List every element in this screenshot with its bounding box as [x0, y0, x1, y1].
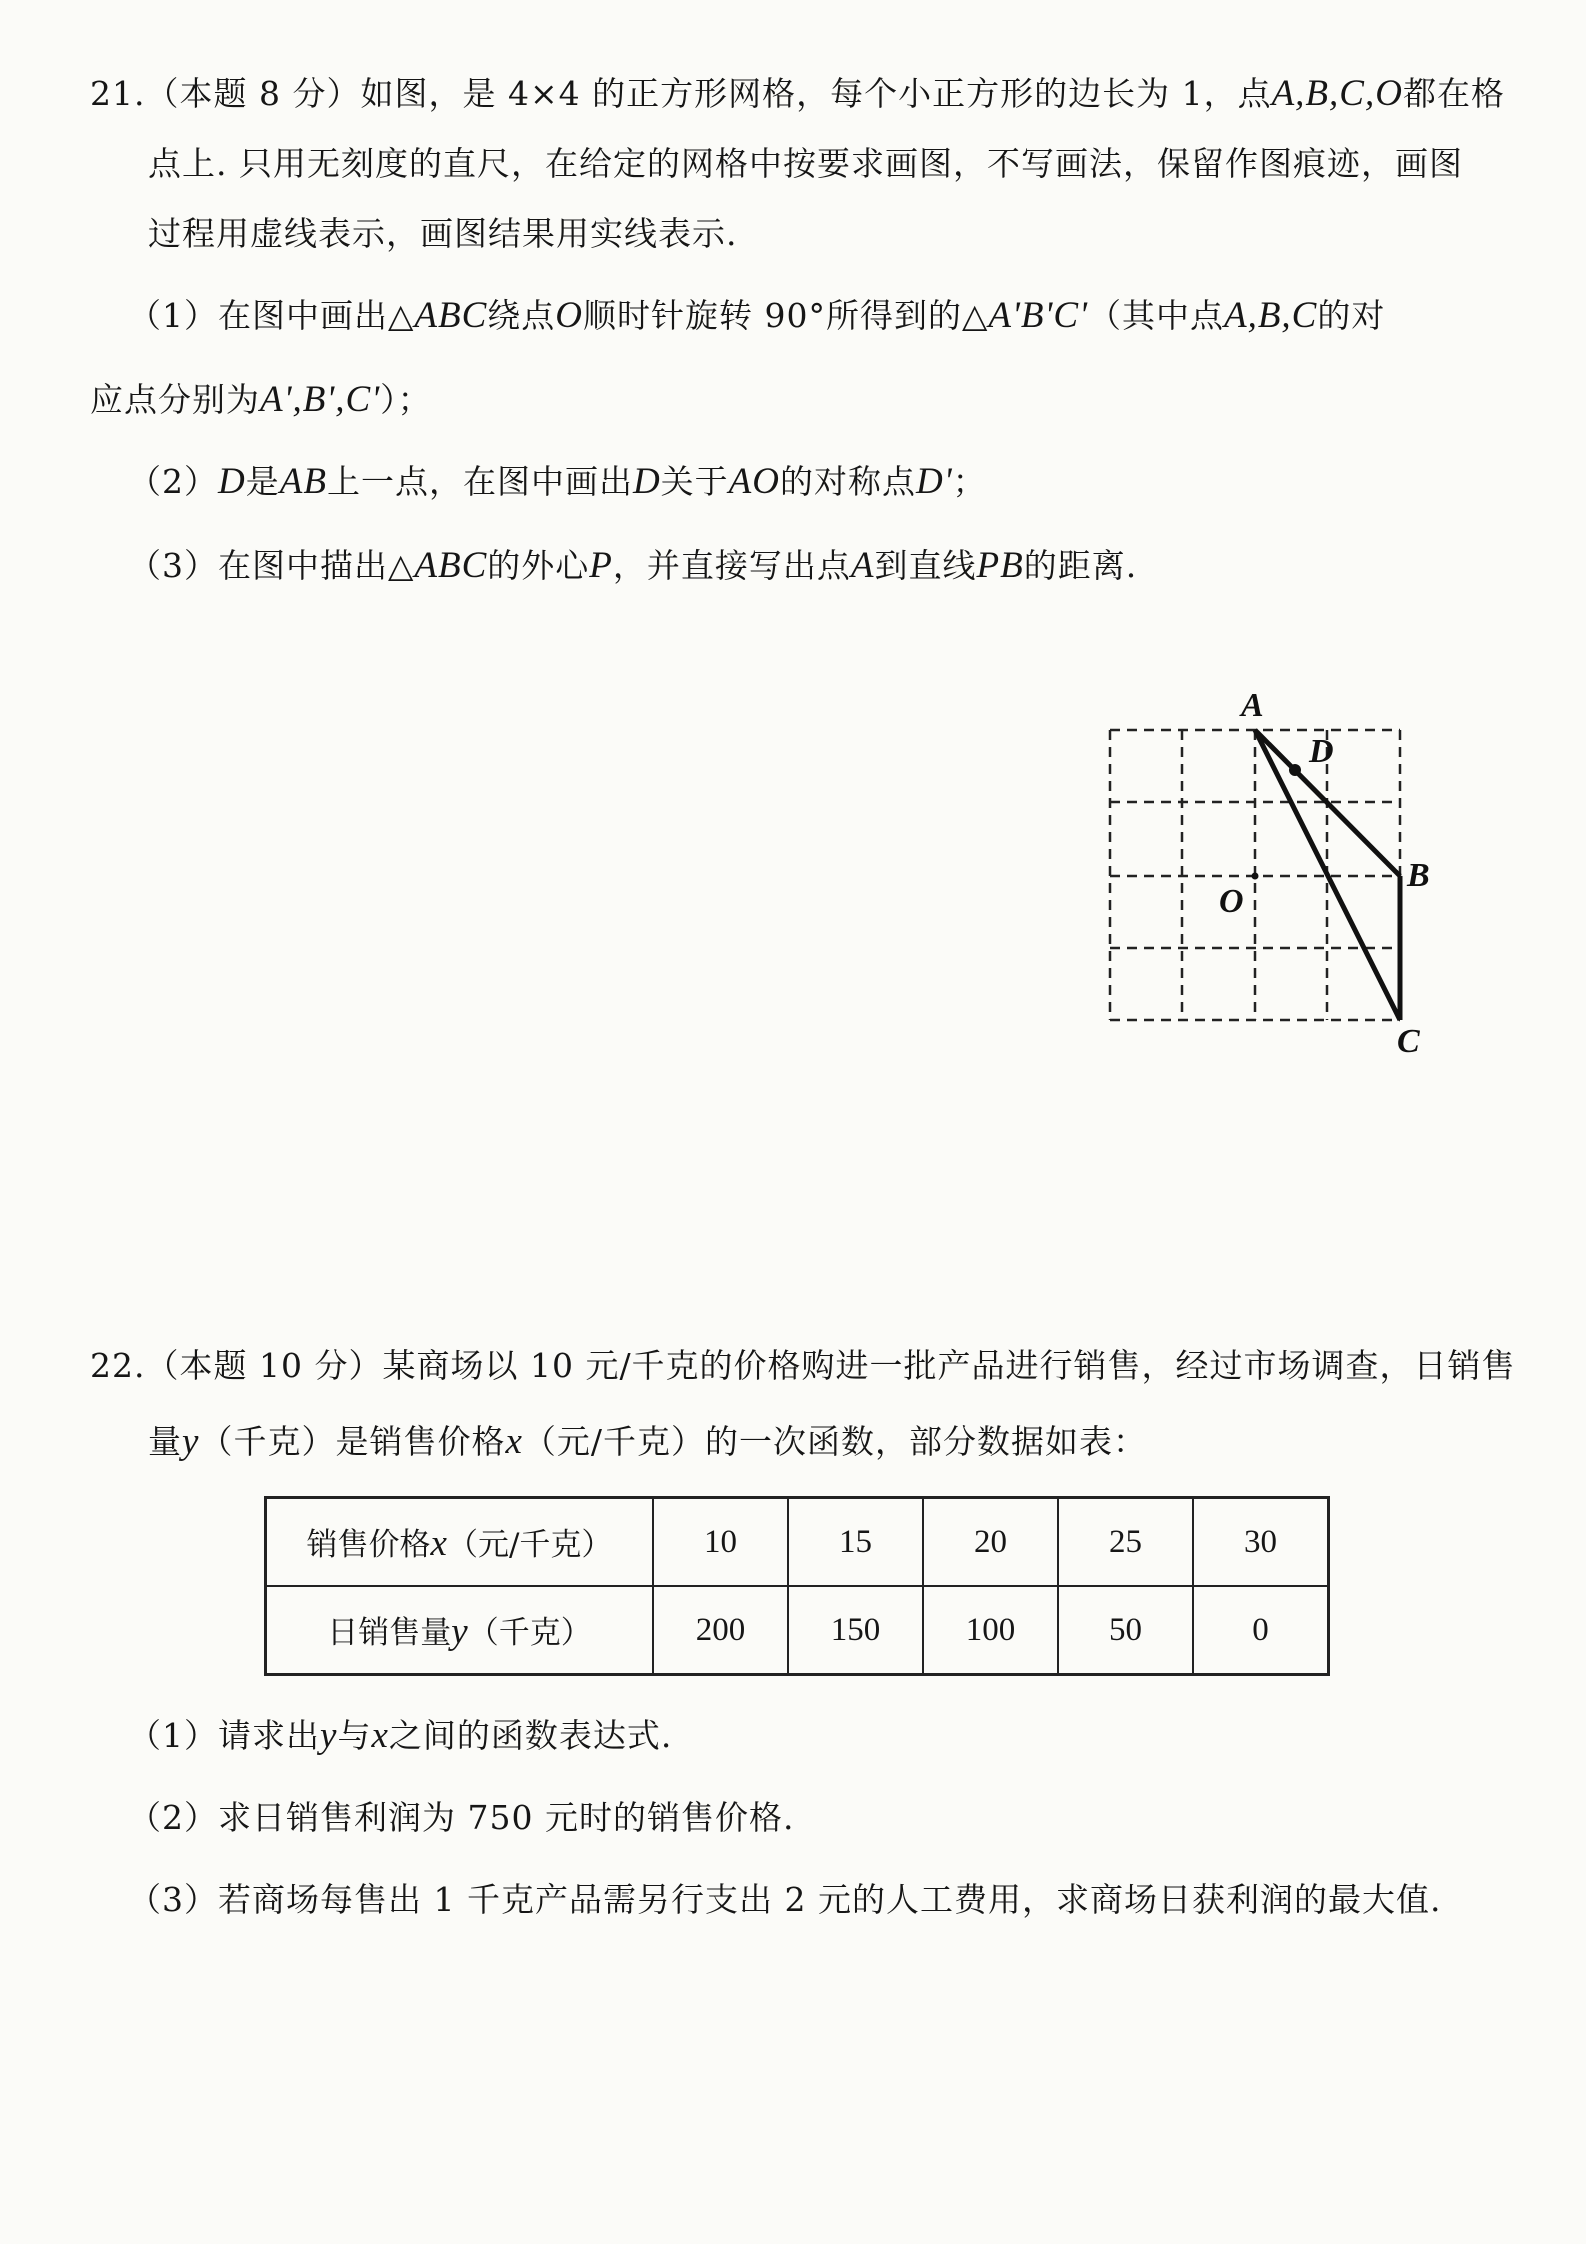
label-b: B	[1407, 857, 1430, 894]
table-cell: 25	[1058, 1498, 1193, 1587]
table-cell: 15	[788, 1498, 923, 1587]
q22-line-2: 量y（千克）是销售价格x（元/千克）的一次函数，部分数据如表：	[148, 1421, 1147, 1462]
label-o: O	[1219, 883, 1244, 920]
q21-number: 21.	[90, 74, 146, 113]
q22-score: （本题 10 分）	[145, 1346, 383, 1385]
q21-line-1: 21.（本题 8 分）如图，是 4×4 的正方形网格，每个小正方形的边长为 1，点A,B,C,O都在格	[90, 73, 1505, 114]
label-a: A	[1241, 687, 1264, 724]
table-row-price	[266, 1498, 1329, 1587]
q21-line-3: 过程用虚线表示，画图结果用实线表示.	[148, 214, 738, 253]
table-cell: 100	[923, 1586, 1058, 1675]
table-cell: 20	[923, 1498, 1058, 1587]
q22-line-1: 22.（本题 10 分）某商场以 10 元/千克的价格购进一批产品进行销售，经过市场调查，日销售	[90, 1346, 1516, 1385]
table-cell: 50	[1058, 1586, 1193, 1675]
price-sales-table	[264, 1496, 1330, 1676]
q21-part-1: （1）在图中画出△ABC绕点O顺时针旋转 90°所得到的△A'B'C'（其中点A,B,C的对	[128, 295, 1386, 336]
table-cell: 10	[653, 1498, 788, 1587]
table-cell: 200	[653, 1586, 788, 1675]
q22-part-3: （3）若商场每售出 1 千克产品需另行支出 2 元的人工费用，求商场日获利润的最大值.	[128, 1880, 1442, 1919]
table-cell: 150	[788, 1586, 923, 1675]
point-o-dot	[1252, 873, 1259, 880]
label-c: C	[1397, 1023, 1420, 1060]
q22-number: 22.	[90, 1346, 146, 1385]
table-cell: 30	[1193, 1498, 1329, 1587]
table-row-volume	[266, 1586, 1329, 1675]
grid-figure	[1085, 680, 1445, 1080]
table-cell: 0	[1193, 1586, 1329, 1675]
q21-part-3: （3）在图中描出△ABC的外心P，并直接写出点A到直线PB的距离.	[128, 545, 1138, 586]
point-d-dot	[1289, 764, 1301, 776]
q21-part-2: （2）D是AB上一点，在图中画出D关于AO的对称点D'；	[128, 461, 987, 502]
label-d: D	[1309, 733, 1334, 770]
q21-score: （本题 8 分）	[145, 74, 361, 113]
q21-part-1-cont: 应点分别为A',B',C'）；	[90, 379, 432, 420]
table-header-volume: 日销售量y（千克）	[266, 1586, 654, 1675]
q21-line-2: 点上. 只用无刻度的直尺，在给定的网格中按要求画图，不写画法，保留作图痕迹，画图	[148, 144, 1463, 183]
q22-part-2: （2）求日销售利润为 750 元时的销售价格.	[128, 1798, 795, 1837]
table-header-price: 销售价格x（元/千克）	[266, 1498, 654, 1587]
q22-part-1: （1）请求出y与x之间的函数表达式.	[128, 1715, 673, 1756]
